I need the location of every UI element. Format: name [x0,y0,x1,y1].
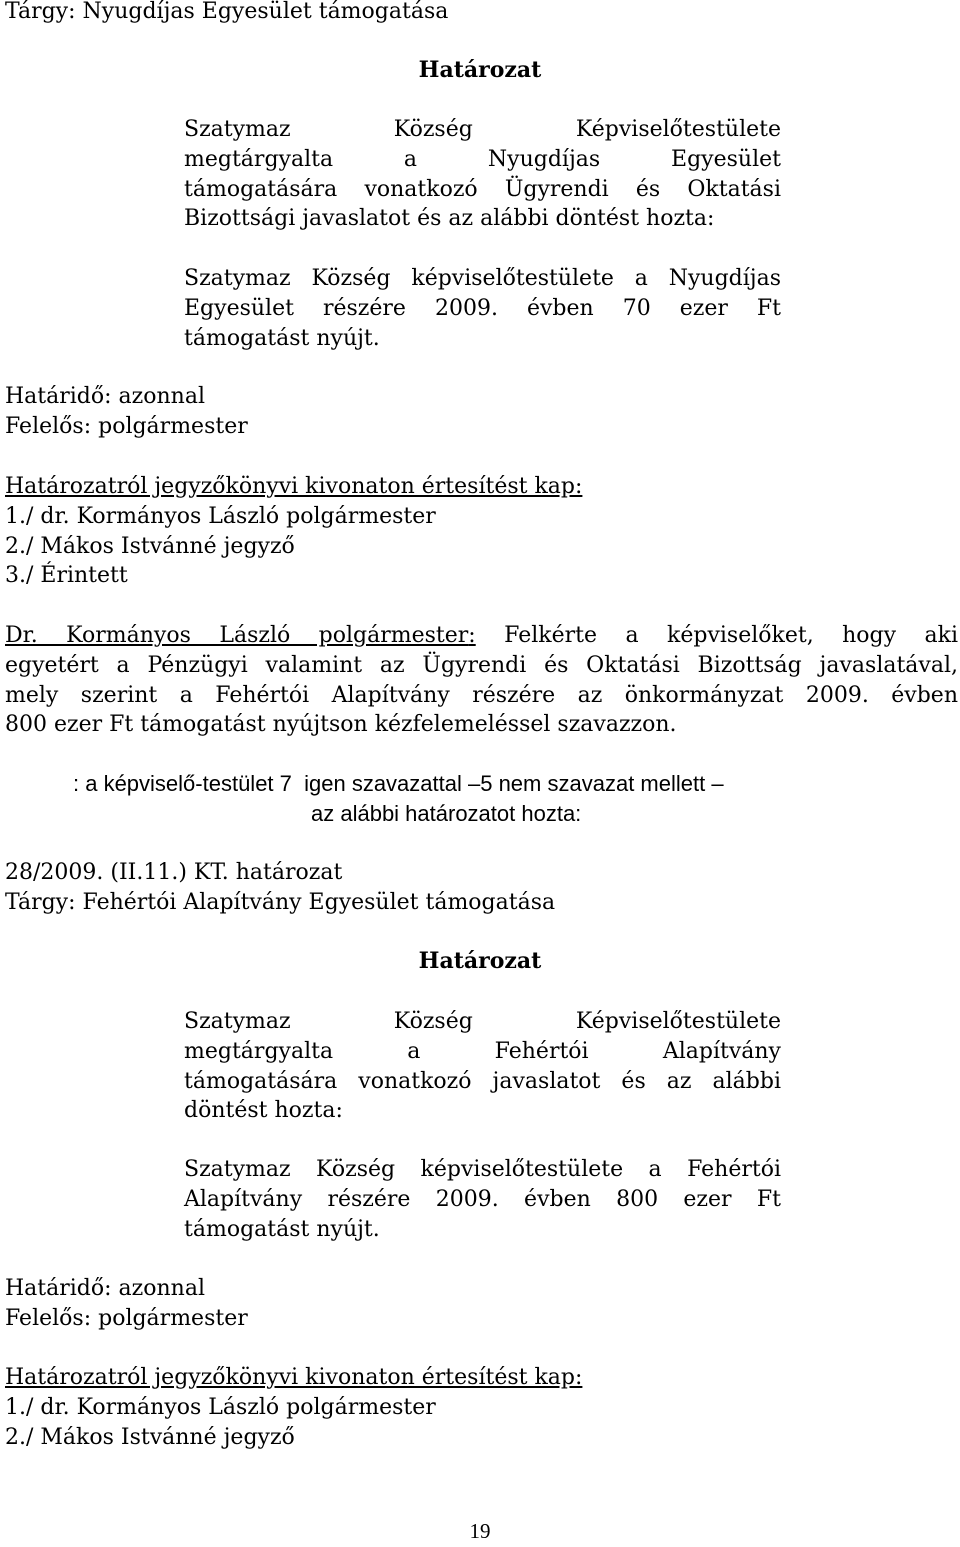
paragraph-line: támogatására vonatkozó javaslatot és az alábbi [184,1068,781,1094]
paragraph-line: Alapítvány részére 2009. évben 800 ezer Ft [184,1186,781,1212]
decision-heading-1: Határozat [418,57,542,83]
paragraph-line: megtárgyalta a Nyugdíjas Egyesület [184,146,781,172]
subject-line-1: Tárgy: Nyugdíjas Egyesület támogatása [5,0,449,24]
paragraph-line: megtárgyalta a Fehértói Alapítvány [184,1038,781,1064]
deadline-1: Határidő: azonnal [5,384,205,409]
vote-result-line-2: az alábbi határozatot hozta: [311,801,582,826]
notify-header-1: Határozatról jegyzőkönyvi kivonaton értesítést kap: [5,474,583,499]
recipient-item: 1./ dr. Kormányos László polgármester [5,1395,436,1420]
decision-2-paragraph-1 [184,1007,781,1126]
speech-line: mely szerint a Fehértói Alapítvány részére az önkormányzat 2009. évben [5,682,958,708]
decision-heading-2: Határozat [418,948,542,974]
decision-1-paragraph-1 [184,115,781,234]
paragraph-line: támogatást nyújt. [184,1216,380,1242]
speech-line [5,621,958,651]
paragraph-line: Szatymaz Község képviselőtestülete a Nyugdíjas [184,266,781,291]
page-number: 19 [469,1519,491,1543]
speech-text: Felkérte a képviselőket, hogy aki [475,623,958,648]
decision-2-paragraph-2 [184,1155,781,1244]
responsible-2: Felelős: polgármester [5,1306,248,1331]
paragraph-line: Szatymaz Község Képviselőtestülete [184,117,781,142]
recipient-item: 1./ dr. Kormányos László polgármester [5,504,436,529]
paragraph-line: Egyesület részére 2009. évben 70 ezer Ft [184,295,781,321]
recipient-item: 2./ Mákos Istvánné jegyző [5,534,295,559]
paragraph-line: támogatására vonatkozó Ügyrendi és Oktatási [184,176,781,202]
subject-line-2: Tárgy: Fehértói Alapítvány Egyesület támogatása [5,890,556,915]
recipient-item: 3./ Érintett [5,563,128,588]
responsible-1: Felelős: polgármester [5,414,248,439]
paragraph-line: Bizottsági javaslatot és az alábbi döntést hozta: [184,206,715,232]
paragraph-line: támogatást nyújt. [184,325,380,351]
paragraph-line: Szatymaz Község képviselőtestülete a Fehértói [184,1157,781,1182]
speech-line: egyetért a Pénzügyi valamint az Ügyrendi és Oktatási Bizottság javaslatával, [5,652,958,678]
decision-1-paragraph-2 [184,264,781,353]
speech-paragraph [5,621,958,740]
decision-number: 28/2009. (II.11.) KT. határozat [5,860,343,885]
speaker-colon: : [468,623,476,648]
deadline-2: Határidő: azonnal [5,1276,205,1301]
vote-result-line-1: : a képviselő-testület 7 igen szavazattal –5 nem szavazat mellett – [73,771,724,796]
paragraph-line: döntést hozta: [184,1098,343,1124]
notify-header-2: Határozatról jegyzőkönyvi kivonaton értesítést kap: [5,1365,583,1390]
speaker-name: Dr. Kormányos László polgármester [5,623,469,648]
recipient-item: 2./ Mákos Istvánné jegyző [5,1425,295,1450]
paragraph-line: Szatymaz Község Képviselőtestülete [184,1009,781,1034]
speech-line: 800 ezer Ft támogatást nyújtson kézfelemeléssel szavazzon. [5,712,677,738]
